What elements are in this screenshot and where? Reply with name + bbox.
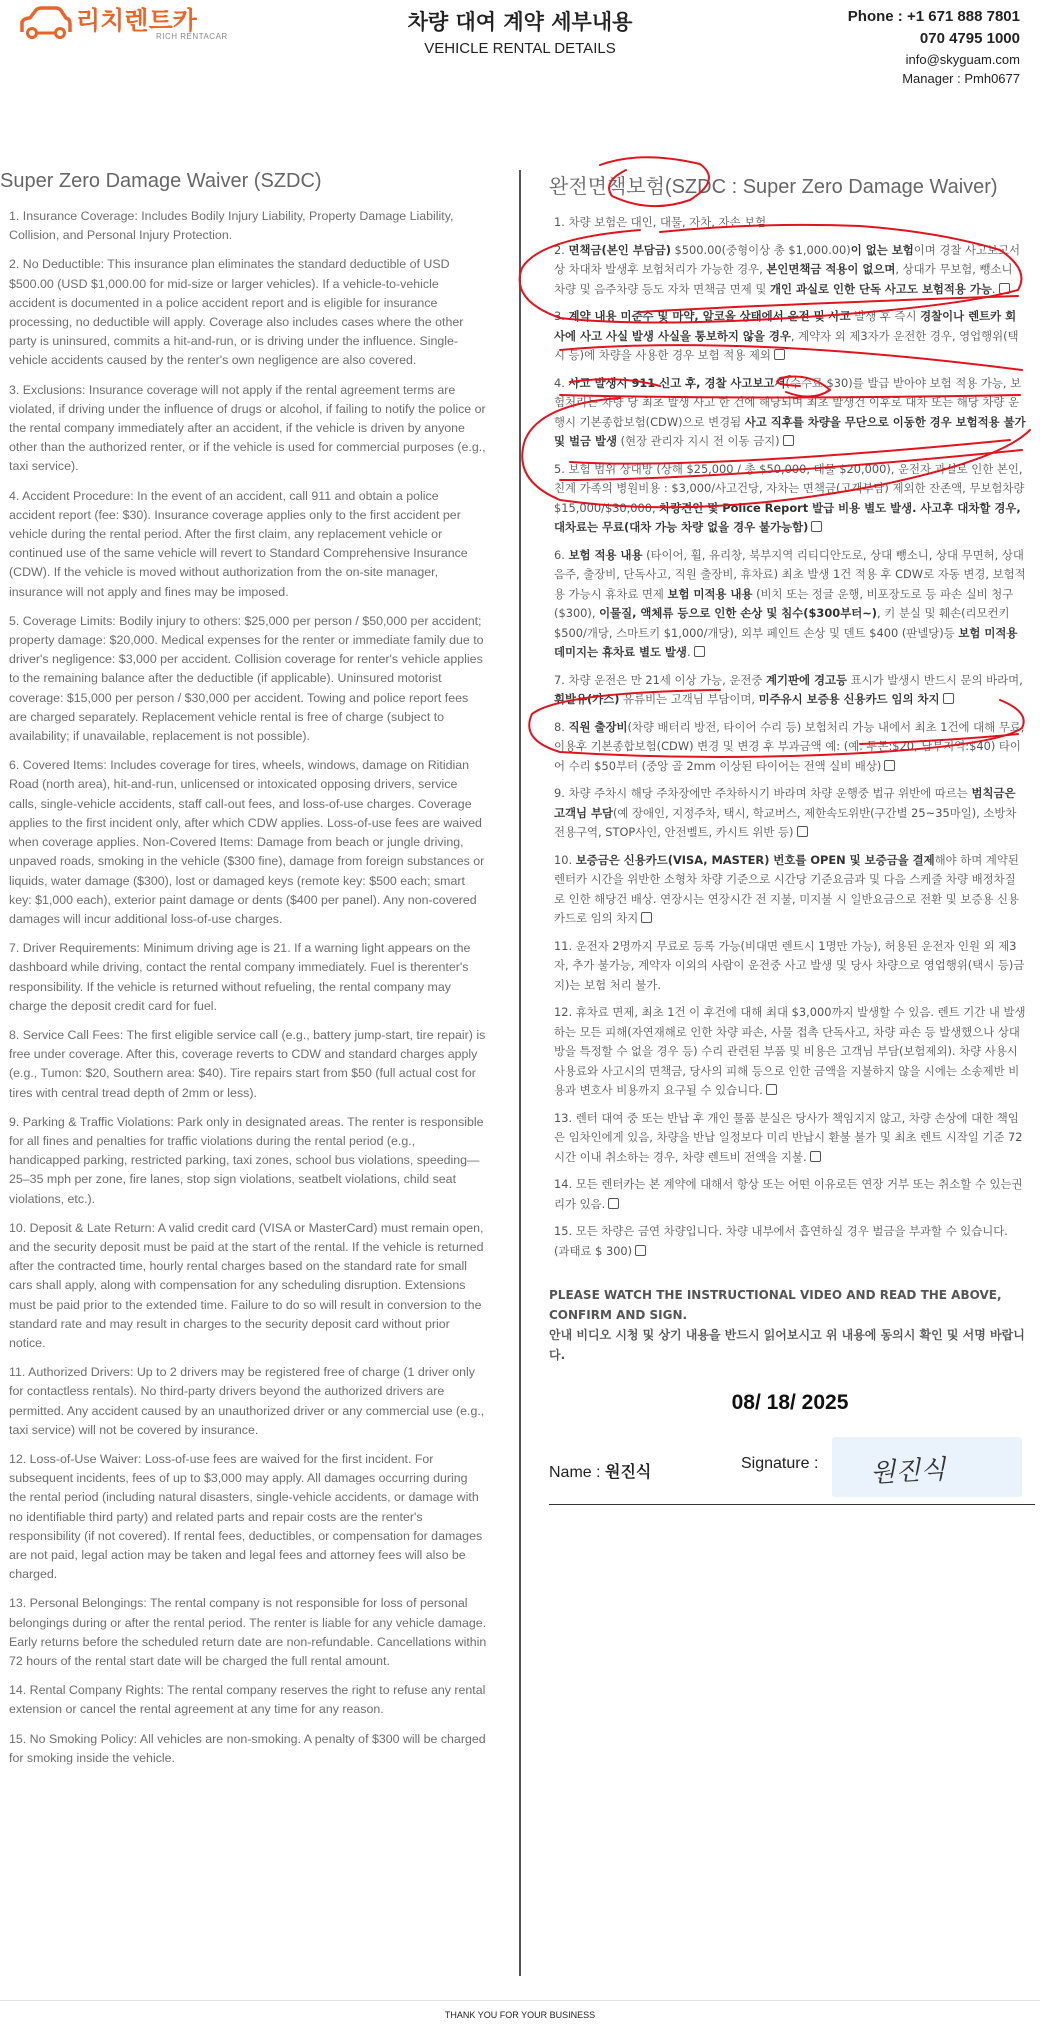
page-title-korean: 차량 대여 계약 세부내용 — [407, 10, 633, 34]
term-en-13: 13. Personal Belongings: The rental company is not responsible for loss of personal belongings during or after the rental period. The renter is liable for any vehicle damage. Early returns before the scheduled return date are non-refundable. Cancellations within 72 hours of the rental start date will be charged the full rental amount. — [9, 1596, 487, 1669]
signature-row — [549, 1435, 1035, 1505]
term-en-8: 8. Service Call Fees: The first eligible service call (e.g., battery jump-start, tire repair) is free under coverage. After this, coverage reverts to CDW and standard charges apply (e.g., Tumon: $20, Southern area: $40). Tire repairs start from $50 (full actual cost for tires with central tread depth of 2mm or less). — [9, 1027, 486, 1100]
term-kr-12: 12. 휴차료 면제, 최초 1건 이 후건에 대해 최대 $3,000까지 발생할 수 있음. 렌트 기간 내 발생하는 모든 피해(자연재해로 인한 차량 파손, 사물 접촉 단독사고, 차량 파손 등 발생했으나 상대방을 특정할 수 없을 경우 등) 수리 관련된 부품 및 비용은 고객님 부담(보험제외). 차량 사용시 사용료와 사고시의 면책금, 당사의 피해 등으로 인한 금액을 지불하지 않을 시에는 소송제반 비용과 변호사 비용까지 요구될 수 있습니다. — [554, 1005, 1026, 1097]
signature-field[interactable] — [832, 1437, 1022, 1497]
footer-text: THANK YOU FOR YOUR BUSINESS — [444, 2010, 596, 2020]
term-kr-6-checkbox[interactable] — [694, 646, 705, 657]
phone-primary: Phone : +1 671 888 7801 — [847, 8, 1020, 25]
notice-korean: 안내 비디오 시청 및 상기 내용을 반드시 읽어보시고 위 내용에 동의시 확인 및 서명 바랍니다. — [549, 1328, 1025, 1362]
renter-name: Name : 원진식 — [549, 1462, 652, 1481]
terms-korean-title: 완전면책보험(SZDC : Super Zero Damage Waiver) — [549, 176, 998, 198]
term-kr-11: 11. 운전자 2명까지 무료로 등록 가능(비대면 렌트시 1명만 가능), 허용된 운전자 인원 외 제3자, 추가 불가능, 계약자 이외의 사람이 운전중 사고 발생 및 당사 차량으로 영업행위(택시 등)금지)는 보험 처리 불가. — [554, 938, 1025, 992]
term-en-14: 14. Rental Company Rights: The rental company reserves the right to refuse any rental extension or cancel the rental agreement at any time for any reason. — [9, 1683, 486, 1717]
term-kr-14-checkbox[interactable] — [608, 1198, 619, 1209]
term-en-7: 7. Driver Requirements: Minimum driving age is 21. If a warning light appears on the dashboard while driving, contact the rental company immediately. Fuel is therenter's responsibility. If the vehicle is returned without refueling, the rental company may charge the deposit credit card for fuel. — [9, 941, 471, 1013]
term-kr-8-checkbox[interactable] — [884, 760, 895, 771]
term-en-1: 1. Insurance Coverage: Includes Bodily Injury Liability, Property Damage Liability, Collision, and Personal Injury Protection. — [9, 209, 454, 243]
contract-date: 08/ 18/ 2025 — [731, 1391, 849, 1414]
term-kr-3: 3. 계약 내용 미준수 및 마약, 알코올 상태에서 운전 및 사고 발생 후 즉시 경찰이나 렌트카 회사에 사고 사실 발생 사실을 통보하지 않을 경우, 계약자 외 제3자가 운전한 경우, 영업행위(택시 등)에 차량을 사용한 경우 보험 적용 제외 — [554, 309, 1019, 362]
term-kr-12-checkbox[interactable] — [766, 1084, 777, 1095]
term-en-2: 2. No Deductible: This insurance plan eliminates the standard deductible of USD $500.00 (USD $1,000.00 for mid-size or larger vehicles). If a vehicle-to-vehicle accident is documented in a police accident report and is eligible for insurance processing, no deductible will apply. Coverage also includes cases where the other party is uninsured, commits a hit-and-run, or is driving under the influence. Single-vehicle accidents caused by the renter's own negligence are also covered. — [9, 257, 464, 368]
term-en-9: 9. Parking & Traffic Violations: Park only in designated areas. The renter is responsible for all fines and penalties for traffic violations during the rental period (e.g., handicapped parking, restricted parking, taxi zones, school bus violations, speeding—25–35 mph per zone, fire lanes, stop sign violations, seatbelt violations, child seat violations, etc.). — [9, 1114, 484, 1206]
term-kr-4-checkbox[interactable] — [783, 435, 794, 446]
svg-text:원진식: 원진식 — [869, 1454, 947, 1489]
term-kr-4: 4. 사고 발생시 911 신고 후, 경찰 사고보고서(수수료 $30)를 발급 받아야 보험 적용 가능, 보험처리는 차량 당 최초 발생 사고 한 건에 해당되며 최초 발생건 이후로 대차 또는 해당 차량 운행시 기본종합보험(CDW)으로 변경됨 사고 직후를 차량을 무단으로 이동한 경우 보험적용 불가 및 벌금 발생 (현장 관리자 지시 전 이동 금지) — [554, 375, 1026, 448]
term-en-10: 10. Deposit & Late Return: A valid credit card (VISA or MasterCard) must remain open, and the security deposit must be paid at the start of the rental. If the vehicle is returned after the contracted time, hourly rental charges based on the standard rate for small cars shall apply, along with compensation for any scheduling disruption. Extensions must be paid prior to the extended time. Failure to do so will result in conversion to the standard rate and may result in charges to the security deposit card without prior notice. — [9, 1220, 484, 1350]
phone-secondary: 070 4795 1000 — [919, 30, 1020, 47]
manager-id: Manager : Pmh0677 — [902, 71, 1020, 86]
term-kr-3-checkbox[interactable] — [774, 349, 785, 360]
contact-block — [848, 6, 1020, 88]
term-en-11: 11. Authorized Drivers: Up to 2 drivers may be registered free of charge (1 driver only for contactless rentals). No third-party drivers beyond the authorized drivers are permitted. Any accident caused by an unauthorized driver or any commercial use (e.g., taxi service) will not be covered by insurance. — [9, 1365, 485, 1437]
logo-subtitle: RICH RENTACAR — [156, 32, 228, 41]
contact-email: info@skyguam.com — [905, 52, 1020, 67]
term-kr-9-checkbox[interactable] — [797, 826, 808, 837]
page-title-english: VEHICLE RENTAL DETAILS — [424, 40, 616, 57]
term-kr-7-checkbox[interactable] — [943, 693, 954, 704]
term-kr-2-checkbox[interactable] — [999, 283, 1010, 294]
signature-label: Signature : — [741, 1455, 819, 1472]
term-en-4: 4. Accident Procedure: In the event of an accident, call 911 and obtain a police accident report (fee: $30). Insurance coverage applies only to the first accident per vehicle during the rental period. After the first claim, any replacement vehicle or continued use of the same vehicle will revert to Standard Comprehensive Insurance (CDW). If the vehicle is moved without authorization from the on-site manager, insurance will not apply and fines may be imposed. — [9, 488, 468, 599]
term-en-3: 3. Exclusions: Insurance coverage will not apply if the rental agreement terms are violated, if driving under the influence of drugs or alcohol, if failing to notify the police or the rental company immediately after an accident, if the vehicle is driven by anyone other than the authorized renter, or if the vehicle is used for commercial purposes (e.g., taxi service). — [9, 382, 486, 474]
term-kr-10-checkbox[interactable] — [641, 912, 652, 923]
term-kr-13-checkbox[interactable] — [810, 1151, 821, 1162]
term-kr-5-checkbox[interactable] — [811, 521, 822, 532]
term-en-15: 15. No Smoking Policy: All vehicles are non-smoking. A penalty of $300 will be charged for smoking inside the vehicle. — [9, 1731, 486, 1765]
handwritten-signature — [832, 1437, 1022, 1497]
term-kr-15: 15. 모든 차량은 금연 차량입니다. 차량 내부에서 흡연하실 경우 벌금을 부과할 수 있습니다. (과태료 $ 300) — [554, 1224, 1008, 1258]
term-kr-7: 7. 차량 운전은 만 21세 이상 가능, 운전중 계기판에 경고등 표시가 발생시 반드시 문의 바라며, 휘발유(가스) 유류비는 고객님 부담이며, 미주유시 보증용 신용카드 임의 차지 — [554, 672, 1023, 706]
term-en-12: 12. Loss-of-Use Waiver: Loss-of-use fees are waived for the first incident. For subsequent incidents, fees of up to $3,000 may apply. All damages occurring during the rental period (including natural disasters, single-vehicle accidents, or damage with no identifiable third party) and related parts and repair costs are the renter's responsibility (if not covered). If rental fees, deductibles, or compensation for damages are not paid, legal action may be taken and legal fees and attorney fees will also be charged. — [9, 1451, 483, 1582]
term-kr-9: 9. 차량 주차시 해당 주차장에만 주차하시기 바라며 차량 운행중 법규 위반에 따르는 범칙금은 고객님 부담(예 장애인, 지정주차, 택시, 학교버스, 제한속도위반(구간별 25~35마일), 소방차전용구역, STOP사인, 안전벨트, 카시트 위반 등) — [554, 786, 1017, 839]
term-kr-5: 5. 보험 범위 상대방 (상해 $25,000 / 총 $50,000, 대물 $20,000), 운전자 과실로 인한 본인, 친계 가족의 병원비용 : $3,000/사고건당, 자차는 면책금(고객부담) 제외한 잔존액, 무보험차량 $15,000/$30,000, 차량견인 및 Police Report 발급 비용 별도 발생. 사고후 대차할 경우, 대차료는 무료(대차 가능 차량 없을 경우 불가능함) — [554, 461, 1025, 534]
notice-english: PLEASE WATCH THE INSTRUCTIONAL VIDEO AND READ THE ABOVE, CONFIRM AND SIGN. — [549, 1288, 1002, 1322]
term-kr-10: 10. 보증금은 신용카드(VISA, MASTER) 번호를 OPEN 및 보증금을 결제해야 하며 계약된 렌터카 시간을 위반한 소형차 차량 기준으로 시간당 기준요금과 및 다음 스케줄 차량 배정차질로 인한 해당건 배상. 연장시는 연장시간 전 지불, 미지불 시 일반요금으로 전환 및 보증용 신용카드로 임의 차지 — [554, 852, 1020, 925]
terms-english-title: Super Zero Damage Waiver (SZDC) — [0, 170, 322, 192]
renter-name-value: 원진식 — [605, 1462, 652, 1481]
term-kr-13: 13. 렌터 대여 중 또는 반납 후 개인 물품 분실은 당사가 책임지지 않고, 차량 손상에 대한 책임은 임차인에게 있음, 차량을 반납 일정보다 미리 반납시 환불 불가 및 최초 렌트 시작일 기준 72시간 이내 취소하는 경우, 차량 렌트비 전액을 지불. — [554, 1110, 1023, 1164]
page-header — [0, 0, 1040, 100]
term-kr-14: 14. 모든 렌터카는 본 계약에 대해서 항상 또는 어떤 이유로든 연장 거부 또는 취소할 수 있는권리가 있음. — [554, 1177, 1023, 1211]
terms-korean-column — [549, 170, 1031, 1505]
term-en-6: 6. Covered Items: Includes coverage for tires, wheels, windows, damage on Ritidian Road (north area), hit-and-run, unlicensed or intoxicated opposing drivers, service calls, single-vehicle accidents, staff call-out fees, and loss-of-use charges. Coverage applies to the first incident only, after which CDW applies. Loss-of-use fees are waived when coverage applies. Non-Covered Items: Damage from beach or jungle driving, unpaved roads, smoking in the vehicle ($300 fine), damage from foreign substances or liquids, water damage ($300), lost or damaged keys (remote key: $500 each; smart key: $1,000 each), exterior paint damage or dents ($400 per panel). Any non-covered damages will incur additional loss-of-use charges. — [9, 758, 485, 926]
term-en-5: 5. Coverage Limits: Bodily injury to others: $25,000 per person / $50,000 per accident; property damage: $20,000. Medical expenses for the renter or immediate family due to driver's negligence: $3,000 per accident. Collision coverage for renter's vehicle applies to the remaining balance after the deductible (if applicable). Uninsured motorist coverage: $15,000 per person / $30,000 per accident. Towing and police report fees are charged separately. Replacement vehicle rental is free of charge (subject to availability; if unavailable, replacement is not possible). — [9, 613, 484, 744]
term-kr-15-checkbox[interactable] — [635, 1245, 646, 1256]
terms-english-column — [0, 170, 490, 1778]
footer-divider — [0, 2000, 1040, 2001]
acknowledgement-notice — [549, 1285, 1031, 1365]
column-divider — [519, 170, 521, 1976]
logo-wordmark: 리치렌트카 — [76, 6, 197, 35]
term-kr-6: 6. 보험 적용 내용 (타이어, 휠, 유리창, 북부지역 리티디안도로, 상대 뺑소니, 상대 무면허, 상대음주, 출장비, 단독사고, 직원 출장비, 휴차료) 최초 발생 1건 적용 후 CDW로 자동 변경, 보험적용 가능시 휴차료 면제 보험 미적용 내용 (비치 또는 정글 운행, 비포장도로 등 파손 실비 청구($300), 이물질, 액체류 등으로 인한 손상 및 침수($300부터~), 키 분실 및 훼손(리모컨키 $500/개당, 스마트키 $1,000/개당), 외부 페인트 손상 및 덴트 $400 (판넬당)등 보험 미적용 데미지는 휴차료 별도 발생. — [554, 547, 1026, 659]
term-kr-1: 1. 차량 보험은 대인, 대물, 자차, 자손 보험 — [554, 215, 767, 229]
term-kr-8: 8. 직원 출장비(차량 배터리 방전, 타이어 수리 등) 보험처리 가능 내에서 최초 1건에 대해 무료, 이용후 기본종합보험(CDW) 변경 및 변경 후 부과금액 예: (예. 투몬:$20, 남부지역:$40) 타이어 수리 $50부터 (중앙 골 2mm 이상된 타이어는 전액 실비 배상) — [554, 719, 1025, 773]
term-kr-2: 2. 면책금(본인 부담금) $500.00(중형이상 총 $1,000.00)이 없는 보험이며 경찰 사고보고서 상 차대차 발생후 보험처리가 가능한 경우, 본인면책금 적용이 없으며, 상대가 무보험, 뺑소니 차량 및 음주차량 등도 자차 면책금 면제 및 개인 과실로 인한 단독 사고도 보험적용 가능. — [554, 242, 1020, 296]
